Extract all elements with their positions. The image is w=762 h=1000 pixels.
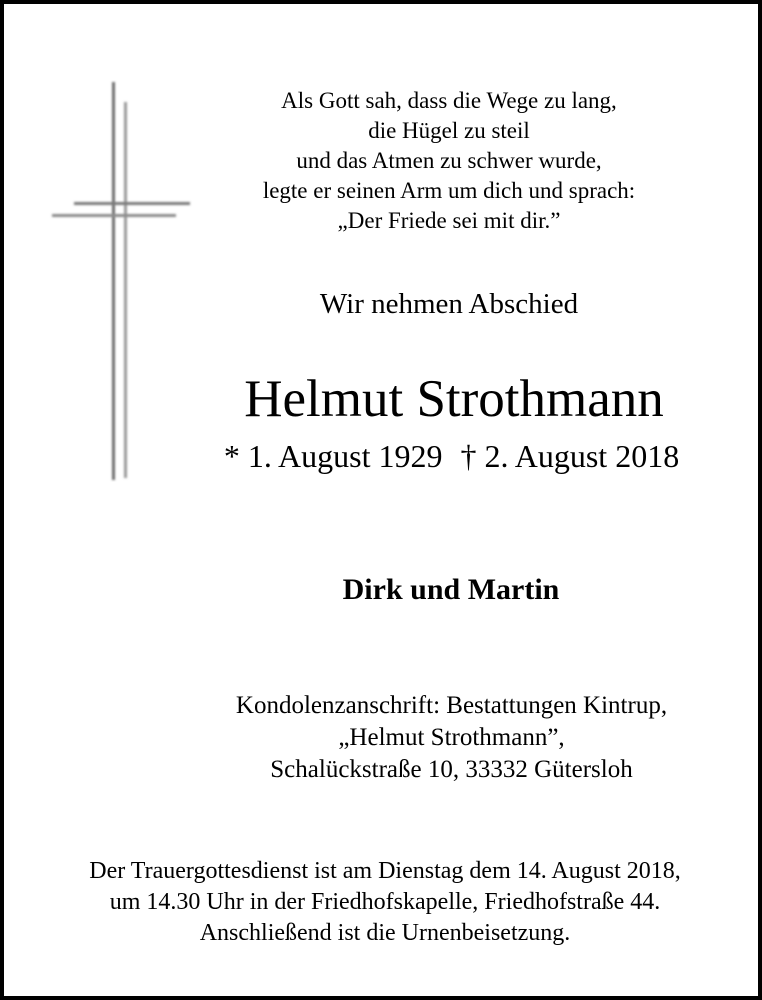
poem-line: „Der Friede sei mit dir.” xyxy=(337,208,561,233)
mourners: Dirk und Martin xyxy=(342,573,560,606)
life-dates xyxy=(174,436,729,476)
poem-line: legte er seinen Arm um dich und sprach: xyxy=(262,178,636,203)
condolence-address xyxy=(154,690,749,786)
service-line: um 14.30 Uhr in der Friedhofskapelle, Friedhofstraße 44. xyxy=(109,889,661,915)
farewell-heading: Wir nehmen Abschied xyxy=(319,288,579,320)
deceased-name: Helmut Strothmann xyxy=(244,370,664,428)
poem xyxy=(204,86,694,236)
address-line: Kondolenzanschrift: Bestattungen Kintrup, xyxy=(235,692,668,719)
cross-icon xyxy=(48,80,193,482)
poem-line: Als Gott sah, dass die Wege zu lang, xyxy=(281,88,617,113)
address-line: „Helmut Strothmann”, xyxy=(338,724,565,751)
poem-line: und das Atmen zu schwer wurde, xyxy=(296,148,602,173)
service-line: Der Trauergottesdienst ist am Dienstag dem 14. August 2018, xyxy=(89,858,681,884)
service-line: Anschließend ist die Urnenbeisetzung. xyxy=(199,920,571,946)
birth-date: * 1. August 1929 xyxy=(223,438,443,474)
funeral-service-info xyxy=(44,856,726,949)
address-line: Schalückstraße 10, 33332 Gütersloh xyxy=(270,756,633,783)
poem-line: die Hügel zu steil xyxy=(368,118,530,143)
death-date: † 2. August 2018 xyxy=(460,438,680,474)
